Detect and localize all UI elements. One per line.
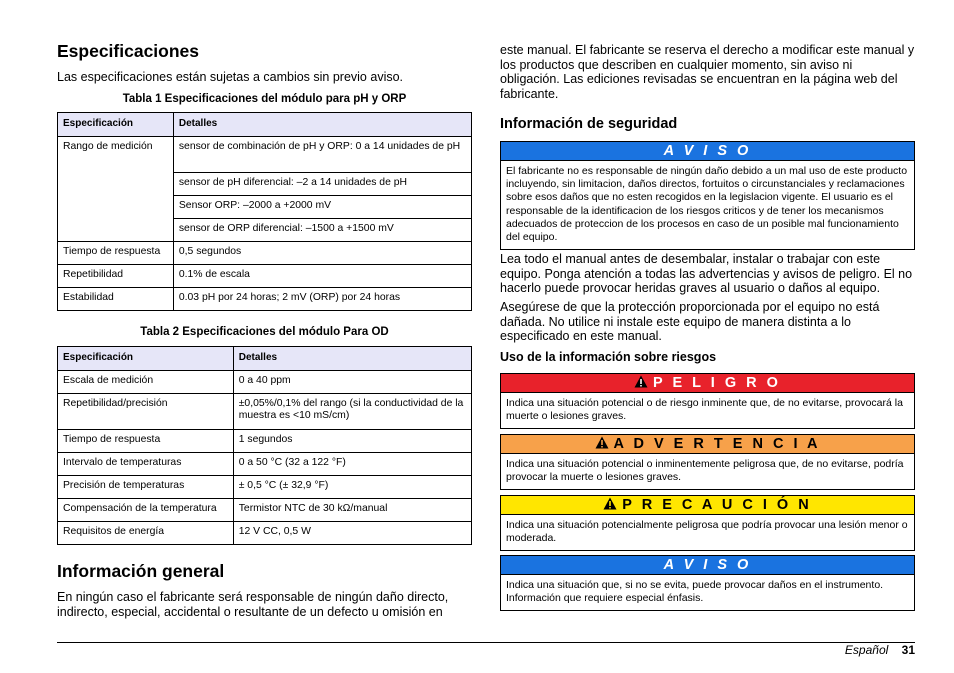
table-header-cell: Detalles <box>173 113 471 137</box>
table-cell-spec: Requisitos de energía <box>58 521 234 544</box>
table-cell-spec: Escala de medición <box>58 370 234 393</box>
table-cell-details: Termistor NTC de 30 kΩ/manual <box>233 498 471 521</box>
table-row <box>58 498 472 521</box>
page-number: 31 <box>901 643 915 657</box>
table-cell-details: Sensor ORP: –2000 a +2000 mV <box>173 195 471 218</box>
table-cell-spec: Rango de medición <box>58 136 174 241</box>
table-row <box>58 136 472 172</box>
table-cell-spec: Compensación de la temperatura <box>58 498 234 521</box>
table-header-row <box>58 347 472 371</box>
table-cell-spec: Intervalo de temperaturas <box>58 452 234 475</box>
table-row <box>58 521 472 544</box>
table-row <box>58 370 472 393</box>
hazard-box-peligro <box>500 373 915 429</box>
table2-caption: Tabla 2 Especificaciones del módulo Para OD <box>140 326 389 338</box>
hazard-info-heading: Uso de la información sobre riesgos <box>500 350 717 364</box>
table-row <box>58 429 472 452</box>
footer-language: Español <box>844 643 889 657</box>
hazard-box-body: Indica una situación potencial o inminentemente peligrosa que, de no evitarse, podría provocar la muerte o lesiones graves. <box>506 458 904 484</box>
general-info-heading: Información general <box>57 561 225 581</box>
notice-box-aviso-2 <box>500 555 915 611</box>
footer-divider <box>57 642 915 643</box>
hazard-box-header <box>501 435 914 454</box>
table-header-cell: Especificación <box>58 347 234 371</box>
hazard-label: P R E C A U C I Ó N <box>622 497 812 513</box>
hazard-box-body: Indica una situación potencialmente peligrosa que podría provocar una lesión menor o moderada. <box>506 519 908 545</box>
specifications-intro: Las especificaciones están sujetas a cambios sin previo aviso. <box>57 70 404 84</box>
table-row <box>58 264 472 287</box>
table-header-cell: Especificación <box>58 113 174 137</box>
table-cell-details: 0,5 segundos <box>173 241 471 264</box>
warning-triangle-icon <box>595 436 609 452</box>
ensure-protection-text: Asegúrese de que la protección proporcionada por el equipo no está dañada. No utilice ni instale este equipo de manera distinta a lo especificado en este manual. <box>500 300 880 344</box>
notice-box-aviso <box>500 141 915 250</box>
safety-info-heading: Información de seguridad <box>500 116 678 132</box>
table-cell-details: ±0,05%/0,1% del rango (si la conductividad de la muestra es <10 mS/cm) <box>233 393 471 429</box>
table2-od <box>57 346 472 545</box>
table-cell-spec: Estabilidad <box>58 287 174 310</box>
table-cell-details: sensor de ORP diferencial: –1500 a +1500 mV <box>173 218 471 241</box>
table-cell-details: 1 segundos <box>233 429 471 452</box>
table-cell-details: sensor de combinación de pH y ORP: 0 a 14 unidades de pH <box>173 136 471 172</box>
table-cell-spec: Precisión de temperaturas <box>58 475 234 498</box>
table-cell-details: 0 a 40 ppm <box>233 370 471 393</box>
table-cell-details: 0 a 50 °C (32 a 122 °F) <box>233 452 471 475</box>
hazard-box-precaucion <box>500 495 915 551</box>
table-cell-spec: Repetibilidad/precisión <box>58 393 234 429</box>
table-row <box>58 452 472 475</box>
hazard-label: P E L I G R O <box>653 375 781 391</box>
read-manual-text: Lea todo el manual antes de desembalar, instalar o trabajar con este equipo. Ponga atención a todas las advertencias y avisos de peligro. El no hacerlo puede provocar heridas graves al usuario o daños al equipo. <box>500 252 913 296</box>
notice-box-header <box>501 142 914 161</box>
notice-label: A V I S O <box>663 143 752 159</box>
table-row <box>58 393 472 429</box>
table-cell-details: sensor de pH diferencial: –2 a 14 unidades de pH <box>173 172 471 195</box>
table-cell-details: 12 V CC, 0,5 W <box>233 521 471 544</box>
page-footer <box>845 643 915 657</box>
notice-box-header <box>501 556 914 575</box>
table-cell-spec: Repetibilidad <box>58 264 174 287</box>
hazard-box-advertencia <box>500 434 915 490</box>
hazard-box-header <box>501 374 914 393</box>
table-row <box>58 241 472 264</box>
table-cell-details: 0.1% de escala <box>173 264 471 287</box>
specifications-heading: Especificaciones <box>57 41 200 61</box>
table-cell-spec: Tiempo de respuesta <box>58 241 174 264</box>
hazard-box-body: Indica una situación potencial o de riesgo inminente que, de no evitarse, provocará la muerte o lesiones graves. <box>506 397 903 423</box>
table-cell-details: ± 0,5 °C (± 32,9 °F) <box>233 475 471 498</box>
warning-triangle-icon <box>634 375 648 391</box>
general-info-text: En ningún caso el fabricante será responsable de ningún daño directo, indirecto, especial, accidental o resultante de un defecto u omisión en <box>57 590 449 619</box>
notice-box-body: Indica una situación que, si no se evita, puede provocar daños en el instrumento. Información que requiere especial énfasis. <box>506 579 884 605</box>
table-row <box>58 287 472 310</box>
notice-label: A V I S O <box>663 557 752 573</box>
table-header-row <box>58 113 472 137</box>
table1-caption: Tabla 1 Especificaciones del módulo para pH y ORP <box>122 93 407 105</box>
continued-text: este manual. El fabricante se reserva el derecho a modificar este manual y los productos que describen en cualquier momento, sin aviso ni obligación. Las ediciones revisadas se encuentran en la página web del fabricante. <box>500 43 915 101</box>
hazard-label: A D V E R T E N C I A <box>613 436 821 452</box>
table1-ph-orp <box>57 112 472 311</box>
notice-box-body: El fabricante no es responsable de ningún daño debido a un mal uso de este producto incluyendo, sin limitacion, daños directos, fortuitos o circunstanciales y reclamaciones sobre esos daños que no esten recogidos en la legislacion vigente. El usuario es el responsable de la identificacion de los riesgos criticos y de tener los mecanismos adecuados de proteccion de los procesos en caso de un posible mal funcionamiento del equipo. <box>506 165 908 244</box>
hazard-box-header <box>501 496 914 515</box>
table-row <box>58 475 472 498</box>
table-cell-details: 0.03 pH por 24 horas; 2 mV (ORP) por 24 horas <box>173 287 471 310</box>
table-header-cell: Detalles <box>233 347 471 371</box>
warning-triangle-icon <box>603 497 617 513</box>
table-cell-spec: Tiempo de respuesta <box>58 429 234 452</box>
